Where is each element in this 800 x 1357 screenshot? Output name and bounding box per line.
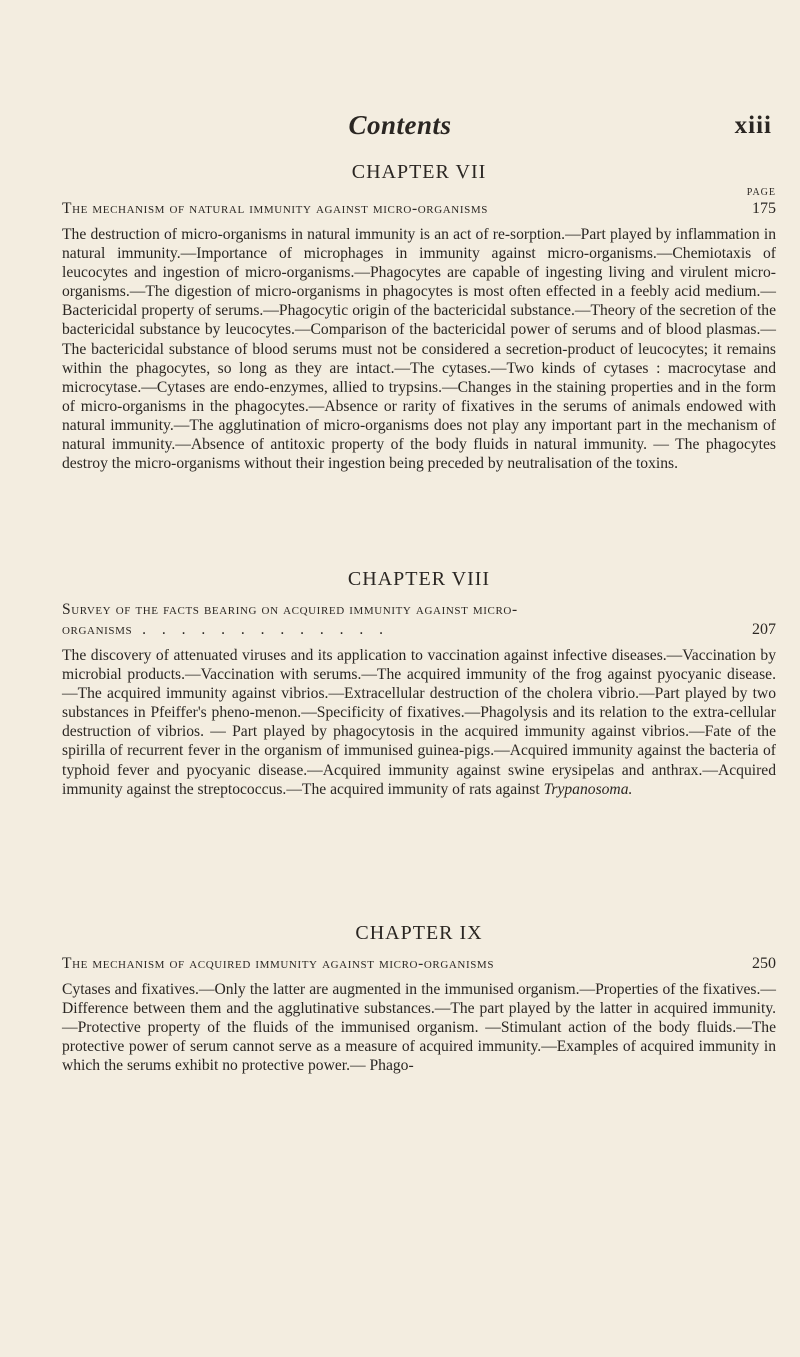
chapter-page-ref: 250 [752, 955, 776, 972]
chapter-title-row [62, 620, 776, 640]
chapter-title: The mechanism of acquired immunity against micro-organisms [62, 955, 495, 972]
chapter-title-row [62, 199, 776, 219]
chapter-summary [62, 646, 776, 799]
chapter-summary-text: The discovery of attenuated viruses and its application to vaccination against infective diseases.—Vaccination by microbial products.—Vaccination with serums.—The acquired immunity of the frog against pyocyanic disease. —The acquired immunity against vibrios.—Extracellular destruction of the cholera vibrio.—Part played by two substances in Pfeiffer's pheno-menon.—Specificity of fixatives.—Phagolysis and its relation to the extra-cellular destruction of vibrios. — Part played by phagocytosis in the acquired immunity against vibrios.—Fate of the spirilla of recurrent fever in the organism of immunised guinea-pigs.—Acquired immunity against the bacteria of typhoid fever and pyocyanic disease.—Acquired immunity against swine erysipelas and anthrax.—Acquired immunity against the streptococcus.—The acquired immunity of rats against [62, 647, 776, 798]
running-header [0, 110, 800, 150]
chapter-title-row [62, 954, 776, 974]
chapter-title: The mechanism of natural immunity against micro-organisms [62, 200, 488, 217]
chapter-heading: CHAPTER VIII [347, 568, 491, 590]
chapter-title-part-2: organisms [62, 621, 133, 638]
chapter-summary: The destruction of micro-organisms in natural immunity is an act of re-sorption.—Part played by inflammation in natural immunity.—Importance of microphages in immunity against micro-organisms.—Chemiotaxis of leucocytes and ingestion of micro-organisms.—Phagocytes are capable of ingesting living and virulent micro-organisms.—The digestion of micro-organisms in phagocytes is most often effected in a feebly acid medium.—Bactericidal property of serums.—Phagocytic origin of the bactericidal substance.—Theory of the secretion of the bactericidal substance by leucocytes.—Comparison of the bactericidal power of serums and of blood plasmas.—The bactericidal substance of blood serums must not be considered a secretion-product of leucocytes; it remains within the phagocytes, so long as they are intact.—The cytases.—Two kinds of cytases : macrocytase and microcytase.—Cytases are endo-enzymes, allied to trypsins.—Changes in the staining properties and in the form of micro-organisms in the phagocytes.—Absence or rarity of fixatives in the serums of animals endowed with natural immunity.—The agglutination of micro-organisms does not play any important part in the mechanism of natural immunity.—Absence of antitoxic property of the body fluids in natural immunity. — The phagocytes destroy the micro-organisms without their ingestion being preceded by neutralisation of the toxins. [62, 226, 776, 473]
page-number: xiii [734, 112, 772, 139]
chapter-title-line-1 [62, 600, 776, 620]
chapter-heading: CHAPTER IX [355, 922, 483, 944]
chapter-page-ref: 207 [752, 621, 776, 638]
chapter-heading: CHAPTER VII [351, 161, 487, 183]
chapter-viii [62, 566, 776, 799]
chapter-page-ref: 175 [752, 200, 776, 217]
chapter-summary-italic: Trypanosoma. [543, 780, 633, 798]
chapter-summary: Cytases and fixatives.—Only the latter are augmented in the immunised organism.—Properties of the fixatives.—Difference between them and the agglutinative substances.—The part played by the latter in acquired immunity.—Protective property of the fluids of the immunised organism. —Stimulant action of the body fluids.—The protective power of serum cannot serve as a measure of acquired immunity.—Examples of acquired immunity in which the serums exhibit no protective power.— Phago- [62, 981, 776, 1075]
page-column-label: PAGE [746, 187, 776, 198]
dot-leader: . . . . . . . . . . . . . [142, 621, 389, 638]
running-title: Contents [348, 110, 452, 140]
chapter-ix [62, 920, 776, 1075]
chapter-vii [62, 159, 776, 473]
chapter-title-part-2-group [62, 620, 389, 640]
chapter-title-part-1: Survey of the facts bearing on acquired immunity against micro- [62, 601, 518, 618]
